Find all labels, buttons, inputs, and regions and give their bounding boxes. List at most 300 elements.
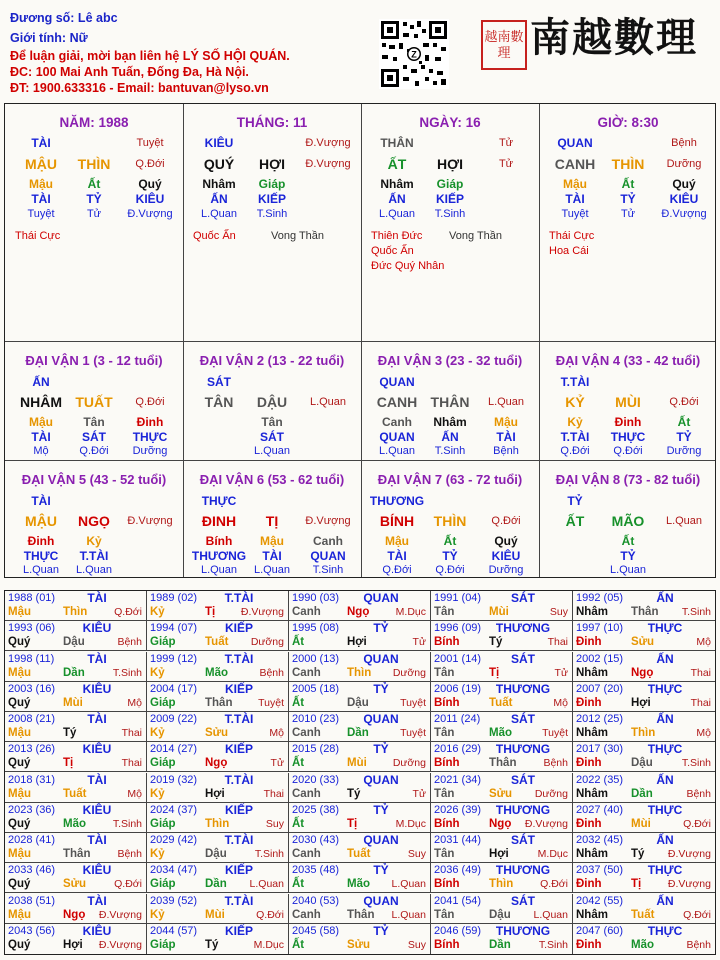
annual-luck-cell[interactable] (573, 773, 715, 803)
year-label: 2041 (54) (434, 894, 482, 907)
life-stage: T.Sinh (112, 666, 142, 679)
earthly-branch: Thân (347, 908, 375, 921)
star-note: Thiên Đức (371, 230, 423, 242)
heavenly-stem: Đinh (576, 817, 602, 830)
luck-pillar-cell[interactable] (5, 460, 183, 579)
life-stage: Thai (263, 787, 284, 800)
heavenly-stem: Quý (8, 696, 31, 709)
phone-email[interactable]: ĐT: 1900.633316 - Email: bantuvan@lyso.vn (10, 81, 269, 95)
year-label: 2015 (28) (292, 743, 340, 756)
ten-god-label: THƯƠNG (495, 621, 551, 636)
earthly-branch: Tị (205, 606, 216, 618)
ten-god-label: THÂN (380, 136, 414, 150)
life-stage: Mộ (127, 696, 142, 709)
life-stage: Thai (121, 727, 142, 739)
hidden-ten-god: SÁT (260, 430, 284, 444)
ten-god-label: THƯƠNG (495, 863, 551, 878)
year-label: 2013 (26) (8, 743, 56, 756)
annual-luck-cell[interactable] (147, 894, 289, 924)
annual-luck-cell[interactable] (431, 591, 573, 621)
earthly-branch: THÂN (430, 394, 470, 410)
ten-god-label: TÀI (87, 893, 107, 908)
hidden-ten-god: KIÊU (491, 549, 521, 563)
ten-god-label: THƯƠNG (369, 494, 425, 508)
ten-god-label: KIÊU (82, 863, 112, 878)
life-stage: Tử (412, 787, 426, 800)
life-stage: Q.Đới (540, 878, 568, 891)
ten-god-label: QUAN (363, 712, 399, 726)
earthly-branch: Thân (631, 606, 659, 618)
heavenly-stem: TÂN (204, 394, 234, 410)
life-stage: Thai (690, 696, 711, 709)
annual-luck-table (4, 590, 716, 955)
annual-luck-cell[interactable] (573, 712, 715, 742)
life-stage: Mộ (127, 787, 142, 800)
life-stage: M.Dục (253, 938, 284, 951)
earthly-branch: Dần (63, 666, 85, 679)
annual-luck-cell[interactable] (5, 863, 147, 893)
annual-luck-cell[interactable] (431, 833, 573, 863)
hidden-ten-god: TÀI (565, 192, 585, 206)
ten-god-label: TỶ (373, 802, 389, 817)
life-stage: Bệnh (686, 938, 711, 951)
hidden-life-stage: Dưỡng (488, 564, 524, 576)
heavenly-stem: NHÂM (20, 394, 62, 410)
annual-luck-cell[interactable] (147, 924, 289, 954)
earthly-branch: THÌN (433, 513, 467, 529)
earthly-branch: Ngọ (489, 817, 512, 830)
hidden-life-stage: L.Quan (253, 445, 291, 457)
hidden-life-stage: Q.Đới (382, 564, 412, 576)
hidden-stem: Tân (83, 415, 105, 429)
ten-god-label: THỰC (647, 923, 683, 938)
earthly-branch: Mùi (205, 908, 225, 921)
earthly-branch: Dậu (489, 908, 511, 921)
heavenly-stem: Nhâm (576, 848, 608, 860)
hidden-ten-god: TỶ (676, 430, 692, 444)
year-label: 2033 (46) (8, 864, 56, 877)
annual-luck-cell[interactable] (289, 863, 431, 893)
annual-luck-cell[interactable] (147, 863, 289, 893)
luck-pillar-cell[interactable] (5, 341, 183, 460)
heavenly-stem: CANH (376, 394, 418, 410)
annual-luck-cell[interactable] (5, 682, 147, 712)
hidden-ten-god: QUAN (310, 549, 346, 563)
heavenly-stem: Nhâm (576, 666, 608, 679)
annual-luck-cell[interactable] (573, 924, 715, 954)
heavenly-stem: Đinh (576, 878, 602, 891)
annual-luck-cell[interactable] (289, 712, 431, 742)
annual-luck-cell[interactable] (147, 773, 289, 803)
heavenly-stem: Giáp (150, 757, 176, 770)
annual-luck-cell[interactable] (5, 773, 147, 803)
qr-code[interactable] (379, 19, 449, 89)
annual-luck-cell[interactable] (5, 712, 147, 742)
annual-luck-cell[interactable] (431, 803, 573, 833)
annual-luck-cell[interactable] (431, 773, 573, 803)
heavenly-stem: Kỷ (150, 908, 165, 921)
annual-luck-cell[interactable] (5, 742, 147, 772)
heavenly-stem: Giáp (150, 817, 176, 830)
earthly-branch: Tị (489, 666, 500, 679)
annual-luck-cell[interactable] (147, 682, 289, 712)
life-stage: Đ.Vượng (127, 515, 173, 527)
annual-luck-cell[interactable] (573, 833, 715, 863)
year-label: 2043 (56) (8, 924, 56, 937)
life-stage: Đ.Vượng (667, 848, 711, 860)
heavenly-stem: Ất (292, 817, 305, 830)
hidden-stem: Ất (443, 534, 457, 548)
year-label: 2019 (32) (150, 773, 198, 786)
annual-luck-cell[interactable] (431, 621, 573, 651)
hidden-ten-god: TÀI (387, 549, 407, 563)
annual-luck-cell[interactable] (147, 591, 289, 621)
ten-god-label: ẤN (656, 833, 674, 847)
annual-luck-cell[interactable] (289, 652, 431, 682)
earthly-branch: Dậu (63, 636, 85, 649)
luck-pillar-cell[interactable] (183, 460, 361, 579)
earthly-branch: Thân (489, 757, 517, 770)
earthly-branch: Tuất (205, 636, 229, 649)
ten-god-label: KIÊU (82, 802, 112, 817)
pillar-cell (5, 104, 183, 341)
pillar-title: GIỜ: 8:30 (597, 115, 659, 130)
hidden-life-stage: Đ.Vượng (661, 208, 707, 220)
ten-god-label: TÀI (87, 712, 107, 726)
life-stage: Suy (407, 848, 426, 860)
life-stage: Dưỡng (250, 636, 284, 649)
hidden-ten-god: TỶ (620, 192, 636, 206)
heavenly-stem: Giáp (150, 878, 176, 891)
year-label: 2005 (18) (292, 682, 340, 695)
hidden-ten-god: TÀI (31, 430, 51, 444)
heavenly-stem: ẤT (565, 513, 585, 529)
earthly-branch: Sửu (631, 636, 655, 649)
hidden-stem: Nhâm (433, 415, 467, 429)
earthly-branch: Hợi (631, 696, 651, 709)
year-label: 2042 (55) (576, 894, 624, 907)
hidden-ten-god: TỶ (86, 192, 102, 206)
heavenly-stem: MẬU (25, 513, 57, 529)
annual-luck-cell[interactable] (289, 773, 431, 803)
annual-luck-cell[interactable] (431, 682, 573, 712)
luck-pillar-cell[interactable] (361, 460, 539, 579)
luck-pillar-cell[interactable] (539, 460, 717, 579)
year-label: 1995 (08) (292, 622, 340, 635)
ten-god-label: ẤN (656, 651, 674, 666)
ten-god-label: TÀI (31, 136, 51, 150)
ten-god-label: THƯƠNG (495, 923, 551, 938)
earthly-branch: Sửu (347, 938, 371, 951)
earthly-branch: Thìn (489, 878, 514, 891)
ten-god-label: THỰC (647, 742, 683, 757)
life-stage: M.Dục (537, 848, 568, 860)
hidden-ten-god: TÀI (31, 192, 51, 206)
annual-luck-cell[interactable] (431, 863, 573, 893)
earthly-branch: Dần (631, 787, 653, 800)
year-label: 1998 (11) (8, 652, 55, 665)
star-note: Hoa Cái (549, 245, 589, 257)
life-stage: Tuyệt (136, 137, 164, 149)
annual-luck-cell[interactable] (289, 591, 431, 621)
ten-god-label: TỶ (373, 742, 389, 757)
heavenly-stem: Giáp (150, 636, 176, 649)
annual-luck-cell[interactable] (431, 894, 573, 924)
earthly-branch: Sửu (63, 878, 87, 891)
hidden-life-stage: L.Quan (75, 564, 113, 576)
annual-luck-cell[interactable] (5, 803, 147, 833)
earthly-branch: THÌN (611, 156, 645, 172)
hidden-ten-god: TỶ (620, 549, 636, 563)
earthly-branch: Hợi (347, 636, 367, 649)
ten-god-label: SÁT (511, 893, 535, 908)
annual-luck-cell[interactable] (573, 863, 715, 893)
heavenly-stem: Bính (434, 757, 460, 770)
hidden-ten-god: ẤN (210, 192, 228, 206)
ten-god-label: ẤN (656, 712, 674, 726)
annual-luck-cell[interactable] (431, 924, 573, 954)
ten-god-label: T.TÀI (224, 772, 254, 787)
star-note: Vong Thần (271, 230, 325, 242)
year-label: 1999 (12) (150, 652, 198, 665)
year-label: 2022 (35) (576, 773, 624, 786)
life-stage: M.Dục (395, 817, 426, 830)
luck-pillar-title: ĐẠI VẬN 7 (63 - 72 tuổi) (377, 472, 523, 487)
earthly-branch: Hợi (63, 938, 83, 951)
life-stage: Mộ (269, 727, 284, 739)
annual-luck-cell[interactable] (289, 894, 431, 924)
ten-god-label: ẤN (656, 772, 674, 787)
annual-luck-cell[interactable] (431, 652, 573, 682)
heavenly-stem: Tân (434, 727, 455, 739)
hidden-ten-god: ẤN (441, 430, 459, 444)
ten-god-label: KIẾP (224, 681, 253, 696)
annual-luck-cell[interactable] (5, 652, 147, 682)
hidden-stem: Giáp (436, 177, 464, 191)
luck-pillar-title: ĐẠI VẬN 2 (13 - 22 tuổi) (199, 353, 345, 368)
heavenly-stem: Canh (292, 908, 321, 921)
life-stage: Q.Đới (114, 878, 142, 891)
star-note: Thái Cực (549, 230, 595, 242)
life-stage: M.Dục (395, 606, 426, 618)
year-label: 2047 (60) (576, 924, 624, 937)
heavenly-stem: Bính (434, 636, 460, 649)
earthly-branch: Mùi (347, 757, 367, 770)
life-stage: Q.Đới (135, 396, 165, 408)
pillar-title: THÁNG: 11 (236, 115, 308, 130)
luck-pillar-cell[interactable] (361, 341, 539, 460)
life-stage: Bệnh (686, 787, 711, 800)
life-stage: L.Quan (391, 908, 426, 921)
annual-luck-cell[interactable] (147, 803, 289, 833)
life-stage: Q.Đới (683, 817, 711, 830)
year-label: 2011 (24) (434, 713, 481, 725)
hidden-stem: Nhâm (202, 177, 236, 191)
life-stage: Bệnh (117, 636, 142, 649)
life-stage: Đ.Vượng (98, 938, 142, 951)
annual-luck-cell[interactable] (289, 742, 431, 772)
hidden-stem: Nhâm (380, 177, 414, 191)
annual-luck-cell[interactable] (573, 742, 715, 772)
earthly-branch: HỢI (437, 156, 463, 172)
hidden-stem: Mậu (29, 415, 53, 429)
earthly-branch: Mão (347, 878, 370, 891)
hidden-stem: Đinh (27, 534, 55, 548)
heavenly-stem: Đinh (576, 938, 602, 951)
earthly-branch: Hợi (489, 848, 509, 860)
ten-god-label: TÀI (87, 833, 107, 847)
hidden-life-stage: L.Quan (378, 445, 416, 457)
ten-god-label: QUAN (557, 136, 593, 150)
heavenly-stem: Nhâm (576, 787, 608, 800)
annual-luck-cell[interactable] (573, 652, 715, 682)
ten-god-label: THỰC (647, 863, 683, 878)
year-label: 2014 (27) (150, 743, 198, 756)
life-stage: Thai (121, 757, 142, 770)
earthly-branch: Mão (205, 666, 228, 679)
heavenly-stem: Quý (8, 636, 31, 649)
life-stage: Suy (549, 606, 568, 618)
life-stage: Tử (554, 666, 568, 679)
life-stage: L.Quan (665, 515, 703, 527)
luck-pillar-cell[interactable] (539, 341, 717, 460)
year-label: 1992 (05) (576, 592, 624, 604)
hidden-stem: Giáp (258, 177, 286, 191)
hidden-life-stage: Bệnh (493, 445, 519, 457)
hidden-ten-god: KIẾP (257, 192, 287, 206)
annual-luck-cell[interactable] (289, 621, 431, 651)
annual-luck-cell[interactable] (5, 621, 147, 651)
hidden-stem: Đinh (614, 415, 642, 429)
earthly-branch: Dần (489, 938, 511, 951)
ten-god-label: THƯƠNG (495, 802, 551, 817)
annual-luck-cell[interactable] (5, 894, 147, 924)
annual-luck-cell[interactable] (5, 924, 147, 954)
life-stage: Thai (547, 636, 568, 649)
annual-luck-cell[interactable] (5, 833, 147, 863)
hidden-ten-god: THỰC (132, 430, 168, 444)
life-stage: Q.Đới (491, 515, 521, 527)
hidden-stem: Canh (382, 415, 412, 429)
life-stage: Q.Đới (114, 606, 142, 618)
life-stage: Tuyệt (258, 696, 284, 709)
life-stage: Tử (270, 757, 284, 770)
heavenly-stem: Quý (8, 757, 31, 770)
year-label: 2012 (25) (576, 713, 624, 725)
earthly-branch: Thìn (347, 666, 372, 679)
hidden-life-stage: Tử (86, 208, 102, 220)
annual-luck-cell[interactable] (147, 712, 289, 742)
heavenly-stem: Quý (8, 878, 31, 891)
hidden-ten-god: THỰC (610, 430, 646, 444)
annual-luck-cell[interactable] (431, 712, 573, 742)
annual-luck-cell[interactable] (573, 682, 715, 712)
heavenly-stem: Quý (8, 938, 31, 951)
ten-god-label: KIÊU (82, 923, 112, 938)
ten-god-label: KIÊU (82, 742, 112, 757)
earthly-branch: Tý (489, 636, 503, 649)
year-label: 2029 (42) (150, 834, 198, 846)
luck-pillar-cell[interactable] (183, 341, 361, 460)
ten-god-label: SÁT (511, 833, 535, 847)
ten-god-label: KIÊU (82, 621, 112, 636)
annual-luck-cell[interactable] (5, 591, 147, 621)
hidden-stem: Kỷ (567, 415, 583, 429)
heavenly-stem: Kỷ (150, 666, 165, 679)
life-stage: Q.Đới (256, 908, 284, 921)
annual-luck-cell[interactable] (147, 742, 289, 772)
hidden-ten-god: KIẾP (435, 192, 465, 206)
heavenly-stem: Ất (292, 878, 305, 891)
ten-god-label: TỶ (373, 923, 389, 938)
brand-logo: 南越數理 (530, 14, 698, 61)
annual-luck-cell[interactable] (147, 652, 289, 682)
annual-luck-cell[interactable] (573, 591, 715, 621)
heavenly-stem: QUÝ (203, 156, 235, 172)
hidden-ten-god: T.TÀI (560, 430, 590, 444)
heavenly-stem: Tân (434, 908, 455, 921)
ten-god-label: THỰC (201, 494, 237, 508)
life-stage: Mộ (696, 636, 711, 649)
earthly-branch: Tuất (631, 908, 655, 921)
annual-luck-cell[interactable] (289, 833, 431, 863)
annual-luck-cell[interactable] (573, 894, 715, 924)
year-label: 2006 (19) (434, 682, 482, 695)
earthly-branch: Dần (347, 727, 369, 739)
hidden-life-stage: Dưỡng (666, 445, 702, 457)
luck-pillar-title: ĐẠI VẬN 5 (43 - 52 tuổi) (21, 472, 167, 487)
annual-luck-cell[interactable] (573, 803, 715, 833)
year-label: 2045 (58) (292, 924, 340, 937)
ten-god-label: THỰC (647, 621, 683, 636)
year-label: 2008 (21) (8, 713, 56, 725)
ten-god-label: SÁT (511, 772, 535, 787)
year-label: 2023 (36) (8, 803, 56, 816)
ten-god-label: TÀI (87, 772, 107, 787)
year-label: 1988 (01) (8, 592, 56, 604)
ten-god-label: THƯƠNG (495, 681, 551, 696)
life-stage: Đ.Vượng (667, 878, 711, 891)
life-stage: Dưỡng (534, 787, 568, 800)
annual-luck-cell[interactable] (147, 621, 289, 651)
annual-luck-cell[interactable] (289, 924, 431, 954)
year-label: 2038 (51) (8, 894, 56, 907)
heavenly-stem: Bính (434, 878, 460, 891)
ten-god-label: QUAN (363, 833, 399, 847)
earthly-branch: Hợi (205, 787, 225, 800)
annual-luck-cell[interactable] (289, 803, 431, 833)
earthly-branch: Dậu (347, 696, 369, 709)
heavenly-stem: Đinh (576, 696, 602, 709)
hidden-stem: Mậu (494, 415, 518, 429)
year-label: 2037 (50) (576, 864, 624, 877)
annual-luck-cell[interactable] (289, 682, 431, 712)
annual-luck-cell[interactable] (431, 742, 573, 772)
star-note: Vong Thần (449, 230, 503, 242)
heavenly-stem: Mậu (8, 787, 31, 800)
earthly-branch: Tý (63, 727, 77, 739)
earthly-branch: Dậu (205, 848, 227, 860)
luck-pillar-title: ĐẠI VẬN 4 (33 - 42 tuổi) (555, 353, 701, 368)
earthly-branch: TUẤT (75, 394, 113, 410)
life-stage: Tử (498, 158, 514, 170)
life-stage: Tuyệt (400, 727, 426, 739)
heavenly-stem: ĐINH (201, 513, 237, 529)
ten-god-label: KIẾP (224, 742, 253, 757)
heavenly-stem: Kỷ (150, 606, 165, 618)
annual-luck-cell[interactable] (573, 621, 715, 651)
annual-luck-cell[interactable] (147, 833, 289, 863)
